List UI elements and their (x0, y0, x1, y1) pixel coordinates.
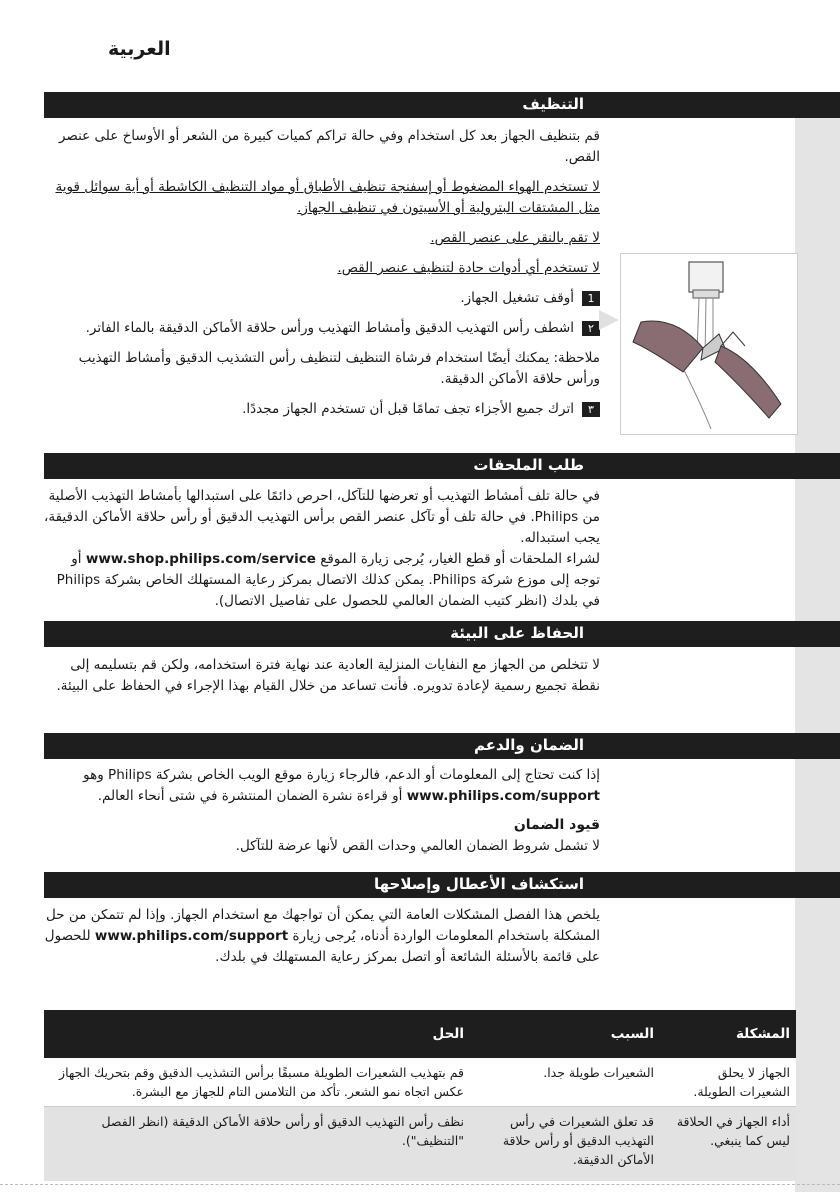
rinsing-drawing (621, 254, 797, 434)
table-row (44, 1058, 796, 1107)
cleaning-intro: قم بتنظيف الجهاز بعد كل استخدام وفي حالة تراكم كميات كبيرة من الشعر أو الأوساخ على عنصر القص. (58, 128, 600, 165)
comb-attachment-icon (715, 332, 781, 418)
step-3 (44, 399, 600, 420)
step-number-badge: ٣ (582, 402, 600, 417)
environment-text: لا تتخلص من الجهاز مع النفايات المنزلية العادية عند نهاية فترة استخدامه، ولكن قم بتسليمه إلى نقطة تجميع رسمية لإعادة تدويره. فأنت تساعد من خلال القيام بهذا الإجراء في الحفاظ على البيئة. (56, 657, 600, 694)
warning-no-sharp: لا تستخدم أي أدوات حادة لتنظيف عنصر القص. (337, 260, 600, 276)
table-cell: الشعيرات طويلة جدا. (470, 1058, 660, 1107)
section-title: طلب الملحقات (473, 456, 584, 474)
warranty-subheading: قيود الضمان (513, 817, 600, 833)
header-cause: السبب (470, 1010, 660, 1058)
page-cut-line (0, 1184, 840, 1185)
section-header-accessories (44, 453, 840, 479)
section-title: استكشاف الأعطال وإصلاحها (373, 875, 584, 893)
warranty-text (44, 765, 600, 807)
section-title: الضمان والدعم (473, 736, 584, 754)
accessories-text: في حالة تلف أمشاط التهذيب أو تعرضها للتآكل، احرص دائمًا على استبدالها بأمشاط التهذيب الأصلية من Philips. في حالة تلف أو تآكل عنصر القص برأس التهذيب الدقيق أو رأس حلاقة الأماكن الدقيقة، يجب استبداله. (43, 488, 600, 546)
step-number-badge: ٢ (582, 321, 600, 336)
cleaning-body (44, 126, 600, 420)
support-url-link[interactable]: www.philips.com/support (406, 788, 600, 804)
warranty-body (44, 765, 600, 857)
warranty-restrictions: لا تشمل شروط الضمان العالمي وحدات القص لأنها عرضة للتآكل. (235, 838, 600, 854)
step-2 (44, 318, 600, 339)
troubleshooting-body (44, 905, 600, 968)
section-header-troubleshooting (44, 872, 840, 898)
table-cell: أداء الجهاز في الحلاقة ليس كما ينبغي. (660, 1107, 796, 1182)
step-1 (44, 288, 600, 309)
step-3-text: اترك جميع الأجزاء تجف تمامًا قبل أن تستخدم الجهاز مجددًا. (242, 401, 574, 417)
language-label: العربية (108, 38, 171, 60)
troubleshooting-url-link[interactable]: www.philips.com/support (94, 928, 289, 944)
table-header-row (44, 1010, 796, 1058)
step-1-text: أوقف تشغيل الجهاز. (460, 290, 574, 306)
warning-no-tap: لا تقم بالنقر على عنصر القص. (430, 230, 600, 246)
trimmer-head-icon (633, 321, 725, 372)
table-cell: الجهاز لا يحلق الشعيرات الطويلة. (660, 1058, 796, 1107)
table-cell: قد تعلق الشعيرات في رأس التهذيب الدقيق أو رأس حلاقة الأماكن الدقيقة. (470, 1107, 660, 1182)
table-row (44, 1107, 796, 1182)
rinsing-illustration (620, 253, 798, 435)
accessories-body (44, 486, 600, 612)
table-cell: قم بتهذيب الشعيرات الطويلة مسبقًا برأس التشذيب الدقيق وقم بتحريك الجهاز عكس اتجاه نمو الشعر. تأكد من التلامس التام للجهاز مع البشرة. (44, 1058, 470, 1107)
section-header-warranty (44, 733, 840, 759)
troubleshooting-text-2: للحصول على قائمة بالأسئلة الشائعة أو اتصل بمركز رعاية المستهلك في بلدك. (44, 928, 600, 965)
table-cell: نظف رأس التهذيب الدقيق أو رأس حلاقة الأماكن الدقيقة (انظر الفصل "التنظيف"). (44, 1107, 470, 1182)
section-title: التنظيف (522, 95, 584, 113)
troubleshooting-text (44, 905, 600, 968)
faucet-icon (689, 262, 723, 298)
accessories-buy-text-2: أو توجه إلى موزع شركة Philips. يمكن كذلك الاتصال بمركز رعاية المستهلك الخاص بشركة Philips في بلدك (انظر كتيب الضمان العالمي للحصول على تفاصيل الاتصال). (56, 551, 600, 609)
callout-pointer (599, 310, 619, 330)
header-problem: المشكلة (660, 1010, 796, 1058)
warning-compressed-air: لا تستخدم الهواء المضغوط أو إسفنجة تنظيف الأطباق أو مواد التنظيف الكاشطة أو أية سوائل قوية مثل المشتقات البترولية أو الأسيتون في تنظيف الجهاز. (55, 179, 600, 216)
cleaning-note: ملاحظة: يمكنك أيضًا استخدام فرشاة التنظيف لتنظيف رأس التشذيب الدقيق وأمشاط التهذيب ورأس حلاقة الأماكن الدقيقة. (78, 350, 600, 387)
section-header-environment (44, 621, 840, 647)
header-solution: الحل (44, 1010, 470, 1058)
shop-url-link[interactable]: www.shop.philips.com/service (85, 551, 316, 567)
environment-body (44, 655, 600, 697)
accessories-buy (44, 549, 600, 612)
accessories-buy-text: لشراء الملحقات أو قطع الغيار، يُرجى زيارة الموقع (320, 551, 600, 567)
troubleshooting-table (44, 1010, 796, 1181)
section-header-cleaning (44, 92, 840, 118)
section-title: الحفاظ على البيئة (450, 624, 584, 642)
step-number-badge: 1 (582, 291, 600, 306)
step-2-text: اشطف رأس التهذيب الدقيق وأمشاط التهذيب ورأس حلاقة الأماكن الدقيقة بالماء الفاتر. (85, 320, 574, 336)
warranty-text-1: إذا كنت تحتاج إلى المعلومات أو الدعم، فالرجاء زيارة موقع الويب الخاص بشركة Philips وهو (83, 767, 600, 783)
troubleshooting-text-1: يلخص هذا الفصل المشكلات العامة التي يمكن أن تواجهك مع استخدام الجهاز. وإذا لم تتمكن من حل المشكلة باستخدام المعلومات الواردة أدناه، يُرجى زيارة (46, 907, 600, 944)
warranty-text-2: أو قراءة نشرة الضمان المنتشرة في شتى أنحاء العالم. (97, 788, 403, 804)
